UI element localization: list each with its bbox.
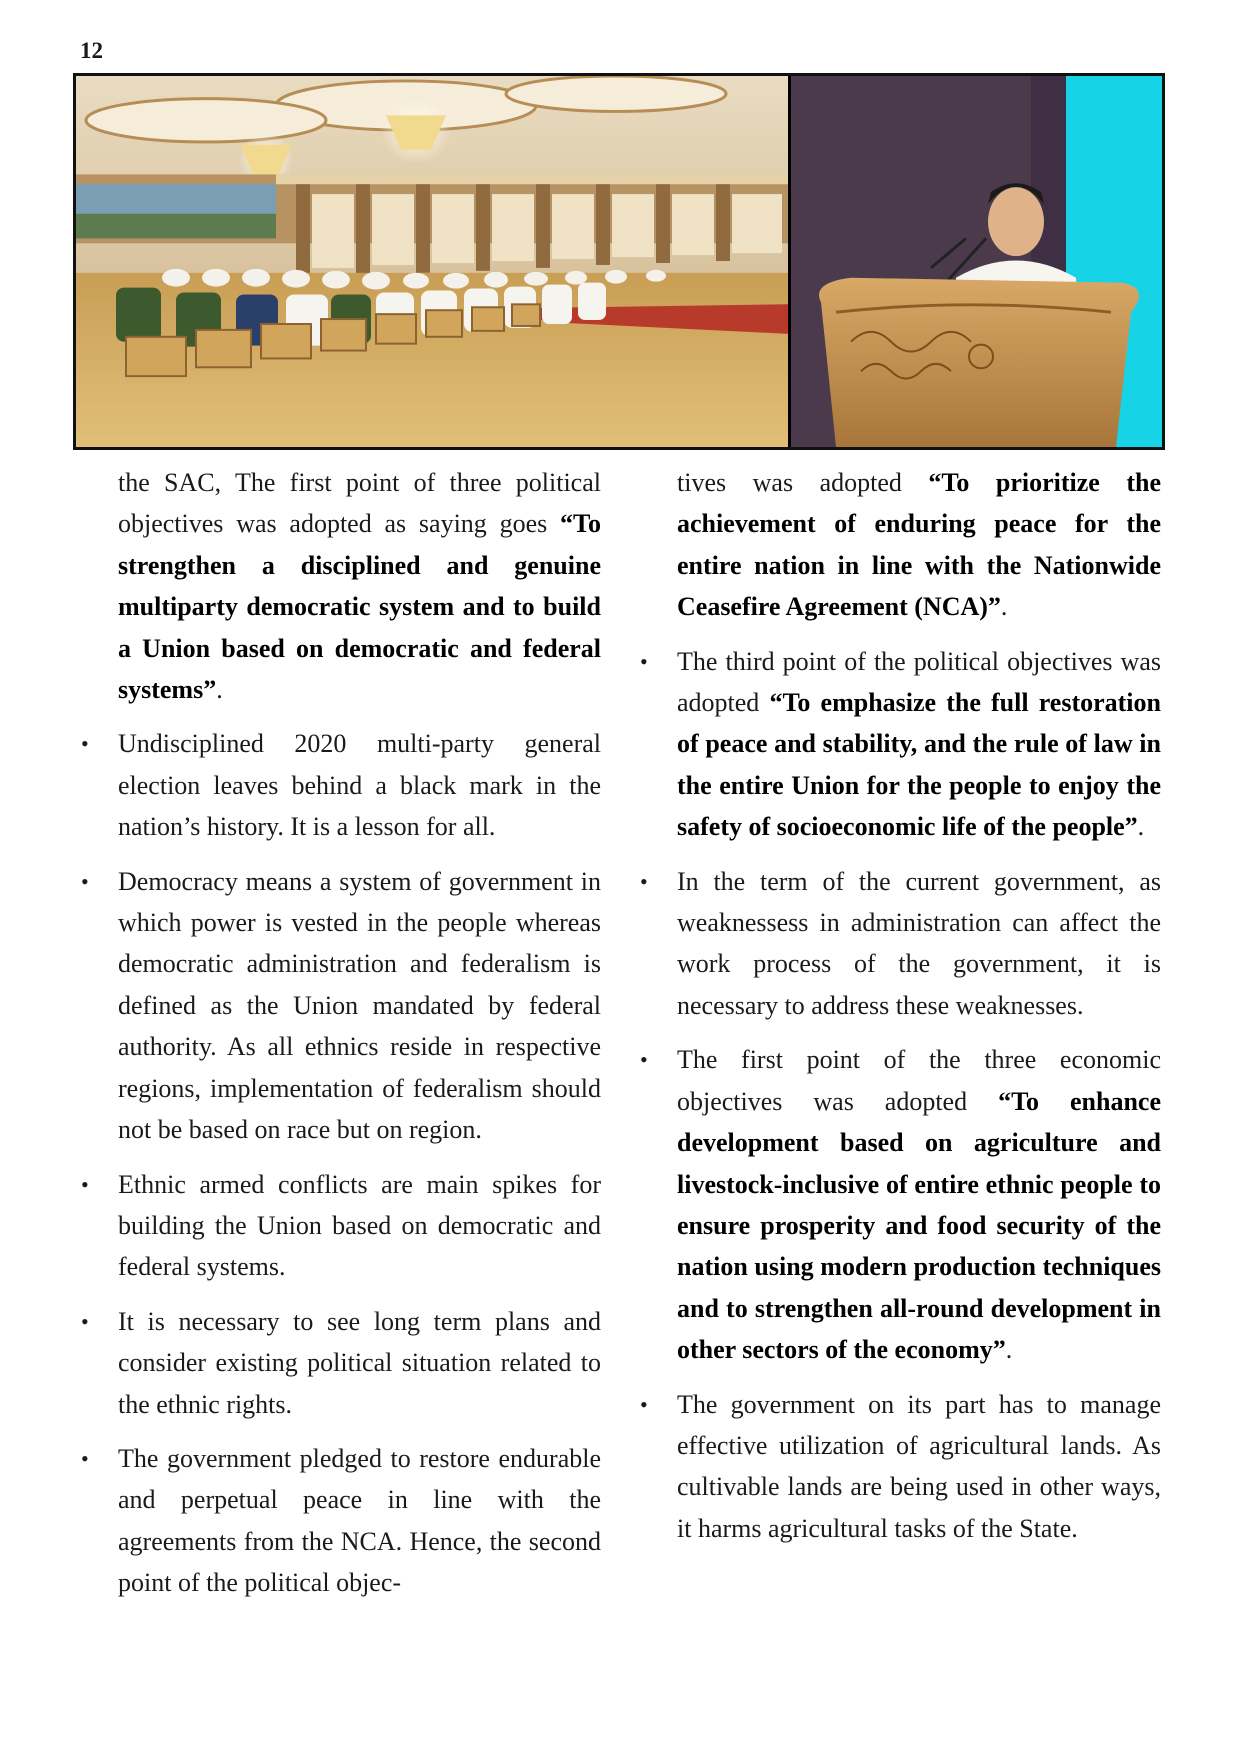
right-bullet-2 [677,861,1161,1027]
left-bullet-2 [118,861,601,1151]
right-paragraph-1-quote: “To prioritize the achievement of enduring peace for the entire nation in line with the Nationwide Ceasefire Agreement (NCA)” [677,468,1162,622]
right-bullet-4-text: The government on its part has to manage effective utilization of agricultural lands. As cultivable lands are being used in other ways, it harms agricultural tasks of the State. [677,1389,1161,1543]
right-bullet-1-quote: “To emphasize the full restoration of peace and stability, and the rule of law in the entire Union for the people to enjoy the safety of socioeconomic life of the people” [677,688,1161,842]
left-bullet-2-text: Democracy means a system of government in which power is vested in the people whereas democratic administration and federalism is defined as the Union mandated by federal authority. As all ethnics reside in respective regions, implementation of federalism should not be based on race but on region. [118,866,601,1145]
left-paragraph-1 [118,462,601,710]
photo-strip [73,73,1165,450]
left-paragraph-1-end: . [216,675,223,705]
page-number: 12 [80,38,103,63]
left-bullet-5 [118,1438,601,1604]
right-bullet-3 [677,1039,1161,1370]
left-paragraph-1-text: the SAC, The first point of three political objectives was adopted as saying goes [118,468,601,539]
right-bullet-1-end: . [1137,812,1145,842]
left-bullet-4-text: It is necessary to see long term plans and consider existing political situation related to the ethnic rights. [118,1306,601,1419]
left-bullet-3 [118,1164,601,1288]
left-paragraph-1-quote: “To strengthen a disciplined and genuine multiparty democratic system and to build a Union based on democratic and federal systems” [118,509,601,705]
speaker-photo [791,76,1162,447]
right-bullet-1 [677,641,1161,848]
left-bullet-1-text: Undisciplined 2020 multi-party general election leaves behind a black mark in the nation’s history. It is a lesson for all. [118,729,601,842]
left-text-column [118,462,601,1604]
left-bullet-3-text: Ethnic armed conflicts are main spikes for building the Union based on democratic and federal systems. [118,1169,601,1282]
right-paragraph-1-text: tives was adopted [677,468,929,497]
left-bullet-4 [118,1301,601,1425]
left-bullet-1 [118,723,601,847]
right-bullet-1-text: The third point of the political objectives was adopted [677,646,1161,718]
conference-hall-photo [76,76,788,447]
right-bullet-2-text: In the term of the current government, as weaknessess in administration can affect the work process of the government, it is necessary to address these weaknesses. [677,866,1161,1020]
right-bullet-3-text: The first point of the three economic objectives was adopted [677,1045,1161,1116]
right-paragraph-1 [677,462,1161,628]
left-bullet-5-text: The government pledged to restore endurable and perpetual peace in line with the agreements from the NCA. Hence, the second point of the political objec- [118,1443,601,1598]
right-bullet-4 [677,1384,1161,1550]
right-bullet-3-quote: “To enhance development based on agriculture and livestock-inclusive of entire ethnic people to ensure prosperity and food security of the nation using modern production techniques and to strengthen all-round development in other sectors of the economy” [677,1086,1161,1365]
right-text-column [677,462,1161,1549]
speaker-illustration [791,76,1162,447]
conference-hall-illustration [76,76,788,447]
right-bullet-3-end: . [1005,1335,1013,1365]
right-paragraph-1-end: . [1000,592,1008,622]
